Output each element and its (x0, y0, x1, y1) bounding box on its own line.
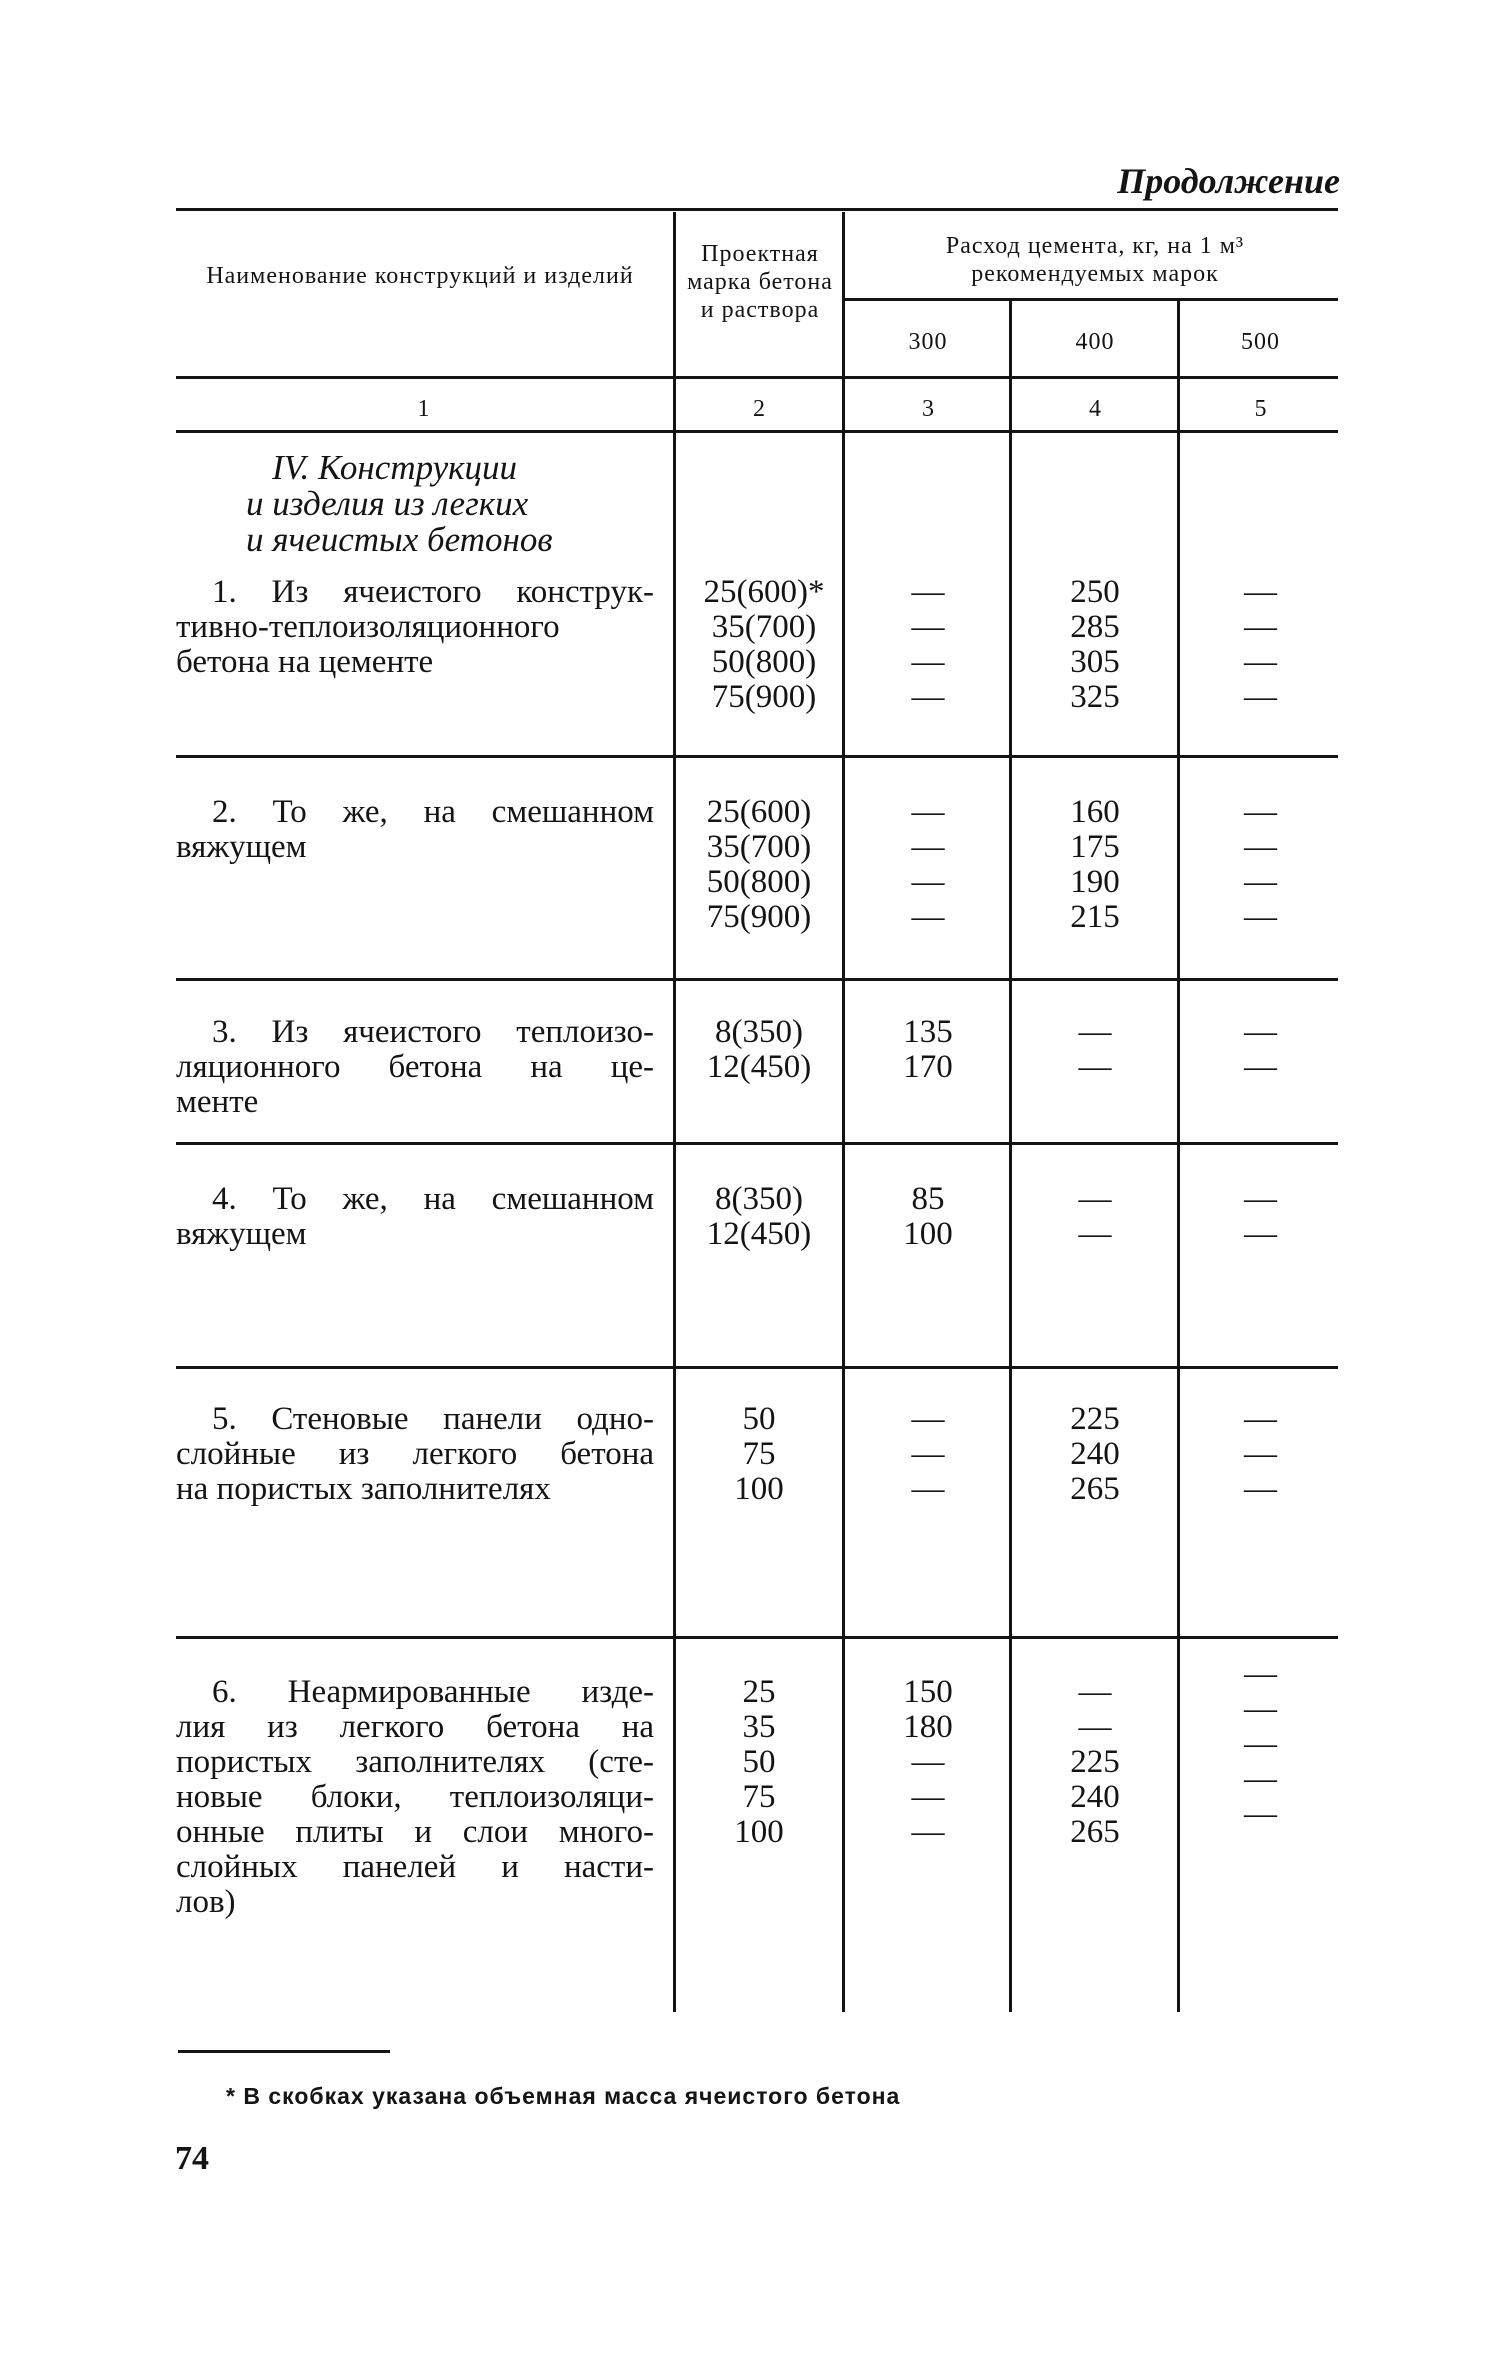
row-3-name (176, 1015, 654, 1120)
c400-value: 305 (1070, 644, 1120, 680)
row-5-c500 (1183, 1402, 1338, 1507)
name-line: 1. Из ячеистого конструк- (212, 574, 654, 610)
c400-value: — (1078, 1674, 1112, 1710)
col-header-name: Наименование конструкций и изделий (206, 263, 634, 289)
row-4-grade (678, 1182, 840, 1252)
grade-value: 12(450) (706, 1049, 812, 1085)
c400-value: 240 (1070, 1779, 1120, 1815)
row-2-c300 (848, 795, 1008, 935)
c300-value: — (911, 1471, 945, 1507)
col-number-2: 2 (753, 396, 765, 422)
grade-value: 8(350) (715, 1014, 803, 1050)
col-header-400: 400 (1075, 329, 1115, 355)
row-3-c400 (1015, 1015, 1175, 1085)
continuation-label: Продолжение (1117, 161, 1340, 201)
col-header-grade: Проектная марка бетона и раствора (687, 241, 833, 323)
name-line: слойные из легкого бетона (176, 1436, 654, 1472)
c400-value: 225 (1070, 1744, 1120, 1780)
c500-value: — (1244, 1181, 1277, 1217)
col-header-500: 500 (1241, 329, 1280, 355)
row-2-grade (678, 795, 840, 935)
c300-value: 170 (903, 1049, 953, 1085)
row-5-c300 (848, 1402, 1008, 1507)
c400-value: — (1078, 1709, 1112, 1745)
c300-value: — (911, 794, 945, 830)
c400-value: 225 (1070, 1401, 1120, 1437)
grade-value: 35 (742, 1709, 776, 1745)
c300-value: — (911, 899, 945, 935)
name-line: 4. То же, на смешанном (212, 1181, 654, 1217)
c300-value: — (911, 829, 945, 865)
name-line: ляционного бетона на це- (176, 1049, 654, 1085)
c300-value: — (911, 679, 945, 715)
c500-value: — (1244, 609, 1277, 645)
c300-value: — (911, 609, 945, 645)
col-rule-4 (1177, 301, 1180, 2012)
c400-value: 265 (1070, 1471, 1120, 1507)
c500-value: — (1244, 574, 1277, 610)
header-bottom-rule (176, 376, 1338, 379)
c500-value: — (1244, 1401, 1277, 1437)
grade-value: 25(600) (706, 794, 812, 830)
row-6-name (176, 1675, 654, 1920)
colnum-bottom-rule (176, 430, 1338, 433)
row-5-c400 (1015, 1402, 1175, 1507)
row-4-name (176, 1182, 654, 1252)
c500-value: — (1244, 899, 1277, 935)
c400-value: 250 (1070, 574, 1120, 610)
name-line: 6. Неармированные изде- (212, 1674, 654, 1710)
c300-value: 85 (911, 1181, 945, 1217)
c500-value: — (1244, 1436, 1277, 1472)
name-line: пористых заполнителях (сте- (176, 1744, 654, 1780)
name-line: менте (176, 1084, 259, 1120)
c500-value: — (1244, 1471, 1277, 1507)
row-separator (176, 978, 1338, 981)
col-number-4: 4 (1089, 396, 1101, 422)
table-top-rule (176, 208, 1338, 211)
row-6-c500 (1183, 1657, 1338, 1832)
name-line: слойных панелей и насти- (176, 1849, 654, 1885)
row-5-name (176, 1402, 654, 1507)
grade-value: 100 (734, 1471, 784, 1507)
c300-value: — (911, 1401, 945, 1437)
c500-value: — (1244, 1049, 1277, 1085)
c500-value: — (1244, 794, 1277, 830)
row-3-grade (678, 1015, 840, 1085)
name-line: лия из легкого бетона на (176, 1709, 654, 1745)
footnote-rule (178, 2050, 390, 2053)
c500-value: — (1244, 1796, 1277, 1832)
grade-value: 75(900) (706, 899, 812, 935)
row-separator (176, 1142, 1338, 1145)
c500-value: — (1244, 1014, 1277, 1050)
grade-value: 75(900) (711, 679, 817, 715)
row-separator (176, 755, 1338, 758)
name-line: вяжущем (176, 1216, 307, 1252)
grade-value: 50(800) (706, 864, 812, 900)
c300-value: — (911, 864, 945, 900)
section-title-line: IV. Конструкции (272, 448, 518, 487)
row-3-c300 (848, 1015, 1008, 1085)
c300-value: — (911, 644, 945, 680)
c500-value: — (1244, 1726, 1277, 1762)
grade-value: 25(600)* (703, 574, 825, 610)
row-2-c500 (1183, 795, 1338, 935)
c400-value: 215 (1070, 899, 1120, 935)
grade-value: 35(700) (706, 829, 812, 865)
c300-value: 180 (903, 1709, 953, 1745)
col-number-1: 1 (417, 396, 430, 422)
col-header-300: 300 (908, 329, 948, 355)
name-line: на пористых заполнителях (176, 1471, 551, 1507)
col-number-5: 5 (1254, 396, 1267, 422)
c400-value: 190 (1070, 864, 1120, 900)
row-6-c300 (848, 1675, 1008, 1850)
c500-value: — (1244, 679, 1277, 715)
grade-value: 100 (734, 1814, 784, 1850)
c400-value: 285 (1070, 609, 1120, 645)
c400-value: 175 (1070, 829, 1120, 865)
row-5-grade (678, 1402, 840, 1507)
c300-value: — (911, 1744, 945, 1780)
row-3-c500 (1183, 1015, 1338, 1085)
row-separator (176, 1366, 1338, 1369)
name-line: бетона на цементе (176, 644, 434, 680)
row-separator (176, 1636, 1338, 1639)
name-line: 5. Стеновые панели одно- (212, 1401, 654, 1437)
c500-value: — (1244, 864, 1277, 900)
grade-value: 50 (742, 1744, 776, 1780)
footnote: * В скобках указана объемная масса ячеистого бетона (226, 2083, 901, 2109)
c400-value: — (1078, 1216, 1112, 1252)
row-6-grade (678, 1675, 840, 1850)
section-title-line: и изделия из легких (246, 484, 529, 523)
c400-value: 240 (1070, 1436, 1120, 1472)
row-2-name (176, 795, 654, 865)
grade-value: 8(350) (715, 1181, 803, 1217)
col-rule-3 (1009, 301, 1012, 2012)
c500-value: — (1244, 1216, 1277, 1252)
name-line: лов) (176, 1884, 236, 1920)
c300-value: — (911, 1814, 945, 1850)
row-1-c500 (1183, 575, 1338, 715)
group-header-rule (845, 298, 1338, 301)
grade-value: 75 (742, 1436, 776, 1472)
row-4-c500 (1183, 1182, 1338, 1252)
grade-value: 50(800) (711, 644, 817, 680)
row-1-c300 (848, 575, 1008, 715)
c300-value: — (911, 1779, 945, 1815)
name-line: тивно-теплоизоляционного (176, 609, 560, 645)
c400-value: — (1078, 1181, 1112, 1217)
c300-value: — (911, 574, 945, 610)
row-6-c400 (1015, 1675, 1175, 1850)
row-4-c300 (848, 1182, 1008, 1252)
page-number: 74 (175, 2140, 209, 2177)
c400-value: — (1078, 1049, 1112, 1085)
col-number-3: 3 (922, 396, 934, 422)
grade-value: 12(450) (706, 1216, 812, 1252)
c500-value: — (1244, 1691, 1277, 1727)
c500-value: — (1244, 1656, 1277, 1692)
c500-value: — (1244, 829, 1277, 865)
grade-value: 25 (742, 1674, 776, 1710)
c400-value: 265 (1070, 1814, 1120, 1850)
c500-value: — (1244, 1761, 1277, 1797)
row-1-c400 (1015, 575, 1175, 715)
name-line: онные плиты и слои много- (176, 1814, 654, 1850)
c400-value: 325 (1070, 679, 1120, 715)
c300-value: 150 (903, 1674, 953, 1710)
col-rule-1 (673, 212, 676, 2012)
name-line: 3. Из ячеистого теплоизо- (212, 1014, 654, 1050)
c400-value: 160 (1070, 794, 1120, 830)
col-rule-2 (842, 212, 845, 2012)
row-4-c400 (1015, 1182, 1175, 1252)
row-1-name (176, 575, 654, 680)
row-1-grade (684, 575, 844, 715)
section-title (240, 450, 580, 558)
c300-value: — (911, 1436, 945, 1472)
c500-value: — (1244, 644, 1277, 680)
grade-value: 35(700) (711, 609, 817, 645)
c400-value: — (1078, 1014, 1112, 1050)
section-title-line: и ячеистых бетонов (246, 520, 553, 559)
name-line: вяжущем (176, 829, 307, 865)
name-line: 2. То же, на смешанном (212, 794, 654, 830)
col-header-cement-consumption: Расход цемента, кг, на 1 м³ рекомендуемых марок (945, 233, 1245, 287)
grade-value: 50 (742, 1401, 776, 1437)
grade-value: 75 (742, 1779, 776, 1815)
c300-value: 135 (903, 1014, 953, 1050)
name-line: новые блоки, теплоизоляци- (176, 1779, 654, 1815)
c300-value: 100 (903, 1216, 953, 1252)
row-2-c400 (1015, 795, 1175, 935)
